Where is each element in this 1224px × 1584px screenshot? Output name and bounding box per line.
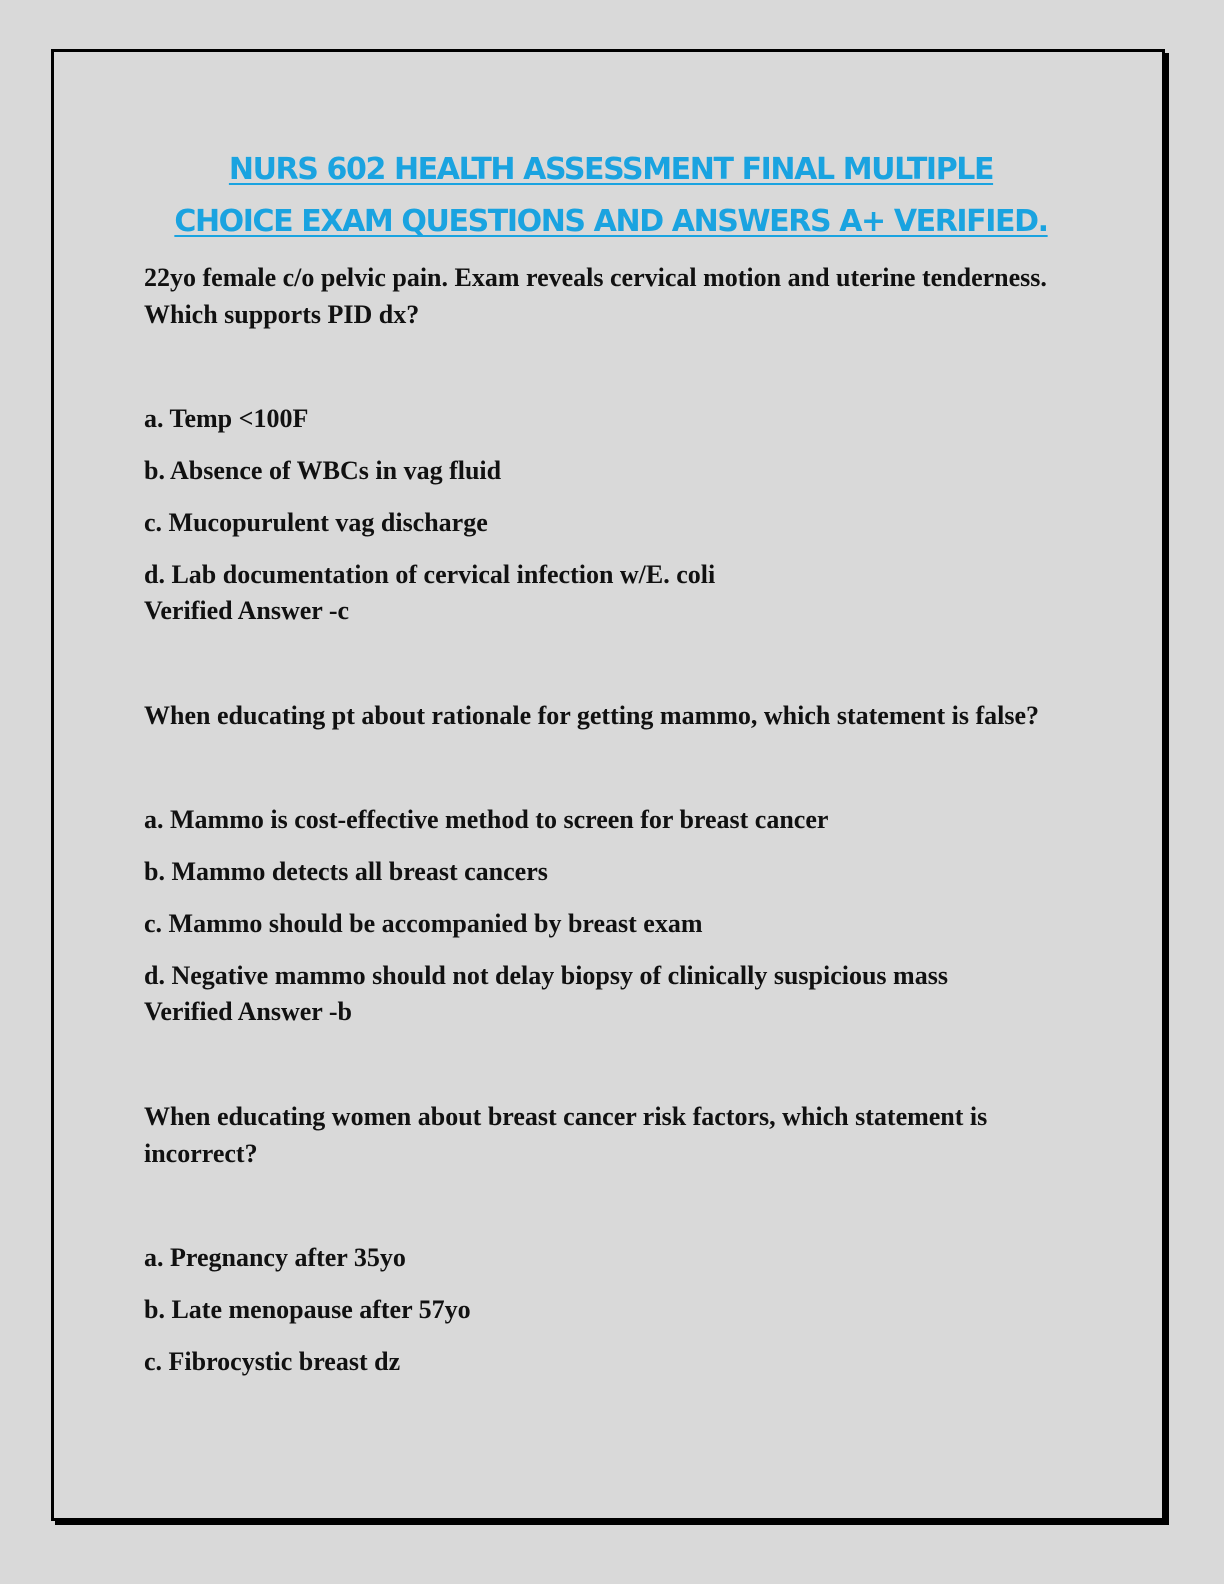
option-b: b. Mammo detects all breast cancers <box>144 857 548 886</box>
options-list <box>144 1239 1094 1380</box>
option-a: a. Temp <100F <box>144 404 309 433</box>
question-text: When educating pt about rationale for getting mammo, which statement is false? <box>144 701 1040 730</box>
option-a: a. Pregnancy after 35yo <box>144 1243 406 1272</box>
title-line-1: NURS 602 HEALTH ASSESSMENT FINAL MULTIPLE <box>228 152 994 187</box>
question-block <box>144 697 1094 1030</box>
option-a: a. Mammo is cost-effective method to screen for breast cancer <box>144 805 829 834</box>
option-c: c. Fibrocystic breast dz <box>144 1347 401 1376</box>
question-text: 22yo female c/o pelvic pain. Exam reveals cervical motion and uterine tenderness. Which supports PID dx? <box>144 263 1047 329</box>
option-c: c. Mammo should be accompanied by breast exam <box>144 909 703 938</box>
option-d: d. Negative mammo should not delay biopsy of clinically suspicious mass <box>144 961 948 990</box>
document-title <box>91 144 1131 248</box>
title-line-2: CHOICE EXAM QUESTIONS AND ANSWERS A+ VERIFIED. <box>174 204 1048 239</box>
option-b: b. Absence of WBCs in vag fluid <box>144 456 502 485</box>
option-c: c. Mucopurulent vag discharge <box>144 508 488 537</box>
verified-answer: Verified Answer -c <box>144 596 350 625</box>
question-block <box>144 1098 1094 1380</box>
questions-list <box>144 259 1094 1448</box>
options-list <box>144 801 1094 994</box>
option-b: b. Late menopause after 57yo <box>144 1295 471 1324</box>
question-text: When educating women about breast cancer risk factors, which statement is incorrect? <box>144 1102 988 1168</box>
question-block <box>144 259 1094 629</box>
verified-answer: Verified Answer -b <box>144 997 352 1026</box>
options-list <box>144 400 1094 593</box>
option-d: d. Lab documentation of cervical infection w/E. coli <box>144 560 716 589</box>
